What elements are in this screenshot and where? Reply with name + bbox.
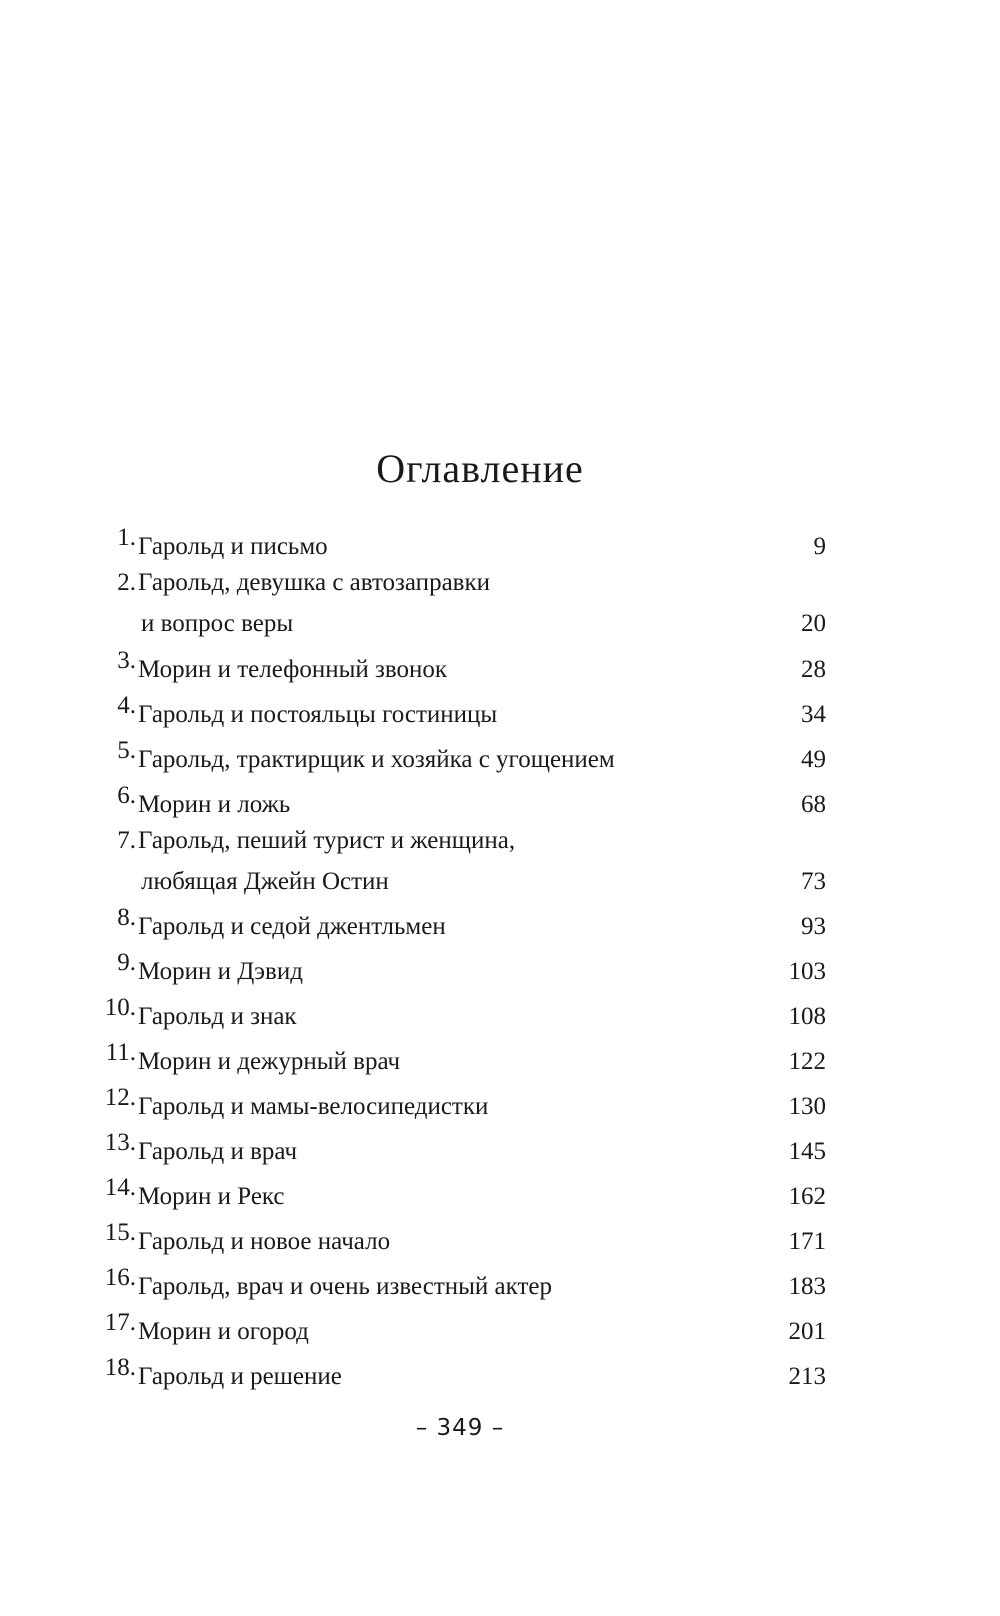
toc-entry-page: 162	[788, 1183, 826, 1210]
page-number: – 349 –	[415, 1415, 505, 1441]
dot-leader	[300, 782, 795, 814]
toc-entry-page: 73	[801, 868, 826, 895]
dot-leader	[307, 994, 783, 1026]
toc-entry-title: и вопрос веры	[141, 610, 294, 637]
dot-leader	[456, 904, 795, 936]
toc-entry-page: 171	[788, 1228, 826, 1255]
toc-entry-title: Гарольд и решение	[138, 1363, 342, 1390]
toc-entry-title: Морин и телефонный звонок	[138, 656, 448, 683]
toc-entry-number: 6.	[117, 782, 136, 809]
toc-entry-number: 8.	[117, 904, 136, 931]
toc-entry-number: 7.	[117, 827, 136, 854]
toc-entry-title: Гарольд и седой джентльмен	[138, 913, 446, 940]
toc-entry-page: 9	[813, 533, 826, 560]
toc-entry-title: Морин и Рекс	[138, 1183, 285, 1210]
toc-entry-number: 13.	[104, 1129, 136, 1156]
toc-entry-title: Морин и Дэвид	[138, 958, 303, 985]
dot-leader	[498, 1084, 782, 1116]
toc-entry-title: Гарольд, девушка с автозаправки	[138, 569, 490, 596]
toc-entry-page: 213	[788, 1363, 826, 1390]
toc-entry-page: 34	[801, 701, 826, 728]
toc-entry-title: Морин и огород	[138, 1318, 309, 1345]
toc-entry-number: 16.	[104, 1264, 136, 1291]
dot-leader	[562, 1264, 783, 1296]
toc-entry-title: Гарольд и мамы-велосипедистки	[138, 1093, 489, 1120]
toc-entry-title: любящая Джейн Остин	[141, 868, 389, 895]
toc-entry-title: Морин и ложь	[138, 791, 291, 818]
toc-entry-number: 9.	[117, 949, 136, 976]
toc-entry-page: 103	[788, 958, 826, 985]
toc-entry-title: Гарольд, трактирщик и хозяйка с угощением	[138, 746, 615, 773]
toc-entry-page: 49	[801, 746, 826, 773]
toc-entry-page: 130	[788, 1093, 826, 1120]
toc-entry-page: 68	[801, 791, 826, 818]
toc-entry-title: Гарольд и новое начало	[138, 1228, 391, 1255]
dot-leader	[399, 859, 795, 891]
dot-leader	[303, 601, 795, 633]
dot-leader	[400, 1219, 782, 1251]
toc-entry-number: 1.	[117, 524, 136, 551]
toc-entry-page: 201	[788, 1318, 826, 1345]
page-title: Оглавление	[376, 445, 584, 491]
dot-leader	[313, 949, 783, 981]
toc-entry-page: 122	[788, 1048, 826, 1075]
toc-entry-number: 3.	[117, 647, 136, 674]
dot-leader	[410, 1039, 782, 1071]
toc-entry-number: 5.	[117, 737, 136, 764]
dot-leader	[507, 692, 795, 724]
dot-leader	[295, 1174, 783, 1206]
toc-entry-page: 93	[801, 913, 826, 940]
toc-entry-number: 4.	[117, 692, 136, 719]
dot-leader	[338, 524, 808, 556]
toc-entry-title: Морин и дежурный врач	[138, 1048, 401, 1075]
toc-entry-number: 12.	[104, 1084, 136, 1111]
dot-leader	[625, 737, 795, 769]
toc-entry-number: 11.	[105, 1039, 136, 1066]
toc-entry-title: Гарольд и письмо	[138, 533, 328, 560]
toc-entry-title: Гарольд и постояльцы гостиницы	[138, 701, 498, 728]
toc-entry-page: 145	[788, 1138, 826, 1165]
toc-entry-page: 28	[801, 656, 826, 683]
dot-leader	[352, 1354, 783, 1386]
toc-entry-number: 2.	[117, 569, 136, 596]
toc-entry-page: 183	[788, 1273, 826, 1300]
toc-entry-title: Гарольд, врач и очень известный актер	[138, 1273, 552, 1300]
toc-entry-number: 18.	[104, 1354, 136, 1381]
toc-entry-number: 17.	[104, 1309, 136, 1336]
toc-entry-number: 14.	[104, 1174, 136, 1201]
toc-entry-number: 10.	[104, 994, 136, 1021]
toc-entry-title: Гарольд, пеший турист и женщина,	[138, 827, 516, 854]
dot-leader	[307, 1129, 782, 1161]
dot-leader	[457, 647, 795, 679]
toc-entry-number: 15.	[104, 1219, 136, 1246]
toc-entry-page: 108	[788, 1003, 826, 1030]
toc-entry-title: Гарольд и знак	[138, 1003, 297, 1030]
toc-entry-page: 20	[801, 610, 826, 637]
dot-leader	[319, 1309, 783, 1341]
toc-entry-title: Гарольд и врач	[138, 1138, 298, 1165]
